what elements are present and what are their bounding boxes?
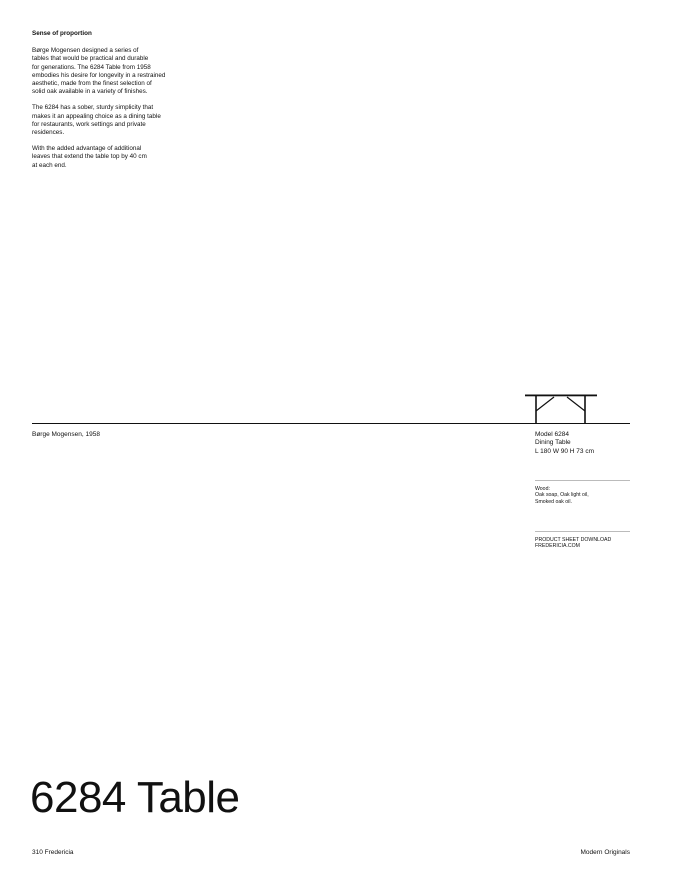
product-type: Dining Table <box>535 439 571 447</box>
intro-heading: Sense of proportion <box>32 30 92 37</box>
download-block <box>535 537 630 550</box>
wood-finishes <box>535 486 630 505</box>
spec-divider <box>535 480 630 481</box>
footer-section-title: Modern Originals <box>580 849 630 856</box>
wood-divider <box>535 531 630 532</box>
spec-block <box>535 431 630 456</box>
page-title: 6284 Table <box>30 773 240 822</box>
product-sheet-download-label: PRODUCT SHEET DOWNLOAD <box>535 537 612 543</box>
wood-label: Wood: <box>535 486 550 492</box>
table-brace-left <box>536 397 554 411</box>
intro-paragraph-3: With the added advantage of additional leaves that extend the table top by 40 cm at each end. <box>32 145 147 169</box>
website-link[interactable]: FREDERICIA.COM <box>535 543 580 550</box>
intro-paragraph-1: Børge Mogensen designed a series of tables that would be practical and durable for generations. The 6284 Table from 1958 embodies his desire for longevity in a restrained aesthetic, made from the finest selection of solid oak available in a variety of finishes. <box>32 47 166 96</box>
wood-finish-line-1: Oak soap, Oak light oil, <box>535 492 589 499</box>
table-line-drawing <box>524 394 598 424</box>
intro-section <box>32 30 202 178</box>
table-brace-right <box>567 397 585 411</box>
designer-caption: Børge Mogensen, 1958 <box>32 431 100 438</box>
model-name: Model 6284 <box>535 431 569 438</box>
intro-paragraph-2: The 6284 has a sober, sturdy simplicity that makes it an appealing choice as a dining table for restaurants, work settings and private residences. <box>32 104 161 137</box>
wood-finish-line-2: Smoked oak oil. <box>535 498 572 505</box>
dimensions: L 180 W 90 H 73 cm <box>535 447 595 455</box>
footer-page-number: 310 Fredericia <box>32 849 74 856</box>
horizontal-rule <box>32 423 630 424</box>
